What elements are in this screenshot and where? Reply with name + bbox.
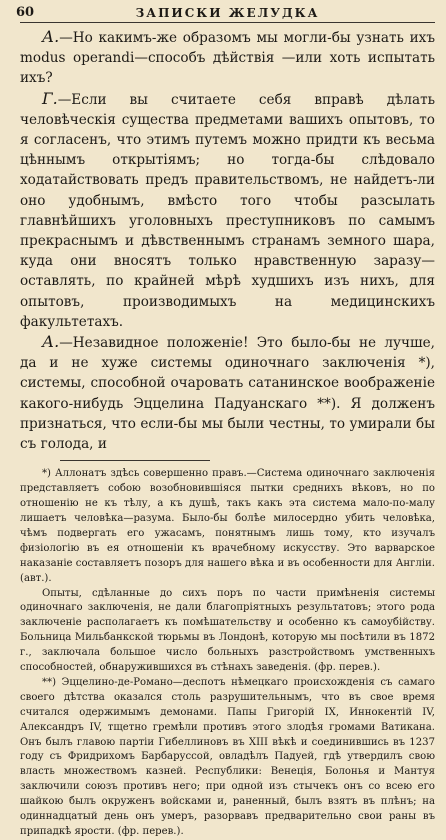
paragraph-text: —Незавидное положеніе! Это было-бы не лучше, да и не хуже системы одиночнаго заключенія *), системы, способной очаровать сатанинское воображеніе какого-нибудь Эццелина Падуанскаго **). Я долженъ признаться, что если-бы мы были честны, то умирали бы съ голода, и: [20, 335, 435, 453]
footnote: Опыты, сдѣланные до сихъ поръ по части примѣненія системы одиночнаго заключенія, не дали благопріятныхъ результатовъ; этого рода заключеніе располагаетъ къ помѣшательству и особенно къ самоубійству. Больница Мильбанкской тюрьмы въ Лондонѣ, которую мы посѣтили въ 1872 г., заключала большое число больныхъ разстройствомъ умственныхъ способностей, обнаружившихся въ стѣнахъ заведенія. (фр. перев.).: [20, 587, 435, 674]
dialogue-paragraph: [20, 27, 435, 89]
speaker-label: А.: [42, 332, 60, 352]
speaker-label: А.: [42, 27, 60, 46]
footnotes: [20, 467, 435, 840]
paragraph-text: —Если вы считаете себя вправѣ дѣлать человѣческія существа предметами вашихъ опытовъ, то я согласенъ, что этимъ путемъ можно придти къ весьма цѣннымъ открытіямъ; но тогда-бы слѣдовало ходатайствовать предъ правительствомъ, не найдетъ-ли оно удобнымъ, вмѣсто того чтобы разсылать главнѣйшихъ уголовныхъ преступниковъ по самымъ прекраснымъ и дѣвственнымъ странамъ земного шара, куда они вносятъ только нравственную заразу—оставлять, по крайней мѣрѣ худшихъ изъ нихъ, для опытовъ, производимыхъ на медицинскихъ факультетахъ.: [20, 91, 435, 330]
page-number: 60: [16, 5, 35, 20]
dialogue-paragraph: [20, 89, 435, 332]
page-header: [16, 4, 435, 23]
dialogue-paragraph: [20, 332, 435, 454]
main-text: [20, 27, 435, 454]
footnote-divider: [60, 460, 210, 461]
speaker-label: Г.: [42, 88, 58, 108]
footnote: **) Эццелино-де-Романо—деспотъ нѣмецкаго происхожденія съ самаго своего дѣтства оказался столь разрушительнымъ, что въ свое время считался одержимымъ демонами. Папы Григорій IX, Иннокентій IV, Александръ IV, тщетно гремѣли противъ этого злодѣя громами Ватикана. Онъ былъ главою партіи Гибеллиновъ въ XIII вѣкѣ и соединившись въ 1237 году съ Фридрихомъ Барбаруссой, овладѣлъ Падуей, гдѣ утвердилъ свою власть множествомъ казней. Республики: Венеція, Болонья и Мантуя заключили союзъ противъ него; при одной изъ стычекъ онъ со всею его шайкою былъ окруженъ войсками и, раненный, былъ взятъ въ плѣнъ; на одиннадцатый день онъ умеръ, разорвавъ предварительно свои раны въ припадкѣ ярости. (фр. перев.).: [20, 676, 435, 838]
running-title: ЗАПИСКИ ЖЕЛУДКА: [135, 6, 320, 20]
paragraph-text: —Но какимъ-же образомъ мы могли-бы узнать ихъ modus operandi—способъ дѣйствія —или хоть испытать ихъ?: [20, 30, 435, 87]
footnote: *) Аллонатъ здѣсь совершенно правъ.—Система одиночнаго заключенія представляетъ собою возобновившіяся пытки среднихъ вѣковъ, но по отношенію не къ тѣлу, а къ душѣ, такъ какъ эта система мало-по-малу лишаетъ человѣка—разума. Было-бы болѣе милосердно убить человѣка, чѣмъ подвергать его ужасамъ, понятнымъ лишь тому, кто изучалъ физіологію въ ея отношеніи къ врачебному искусству. Это варварское наказаніе составляетъ позоръ для нашего вѣка и въ особенности для Англіи. (авт.).: [20, 468, 435, 584]
